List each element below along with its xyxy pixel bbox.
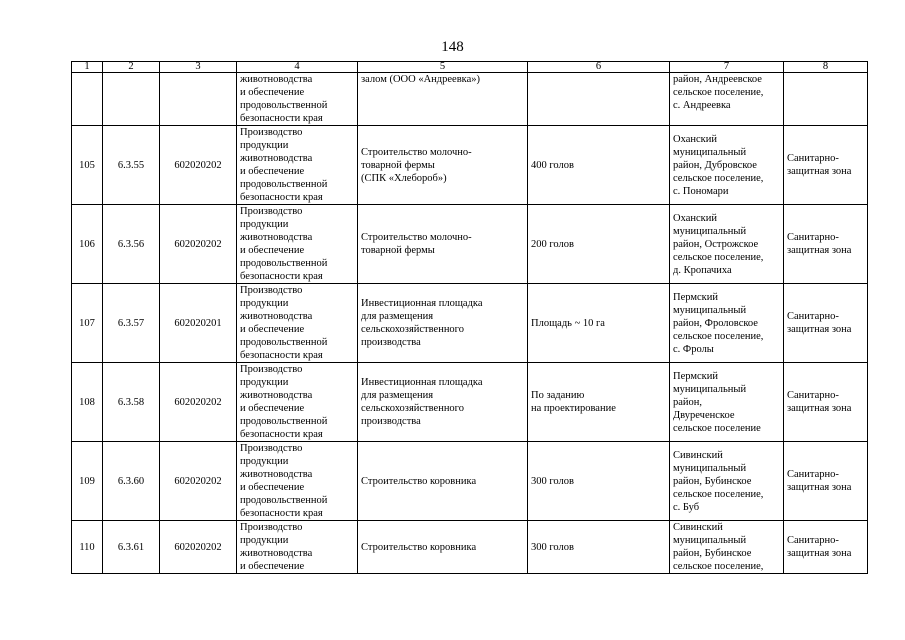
data-table	[71, 61, 868, 574]
code-cell: 6.3.55	[103, 126, 160, 205]
table-row	[72, 521, 868, 574]
location-cell: Сивинский муниципальный район, Бубинское сельское поселение, с. Буб	[670, 442, 784, 521]
row-number-cell: 110	[72, 521, 103, 574]
capacity-cell	[528, 73, 670, 126]
code-cell	[103, 73, 160, 126]
capacity-cell: 200 голов	[528, 205, 670, 284]
zone-cell: Санитарно- защитная зона	[784, 205, 868, 284]
code-cell: 6.3.60	[103, 442, 160, 521]
purpose-cell: Производство продукции животноводства и обеспечение продовольственной безопасности края	[237, 442, 358, 521]
purpose-cell: Производство продукции животноводства и обеспечение продовольственной безопасности края	[237, 126, 358, 205]
classifier-cell: 602020202	[160, 126, 237, 205]
code-cell: 6.3.58	[103, 363, 160, 442]
column-number: 6	[528, 62, 670, 73]
column-number: 2	[103, 62, 160, 73]
location-cell: Оханский муниципальный район, Острожское сельское поселение, д. Кропачиха	[670, 205, 784, 284]
zone-cell: Санитарно- защитная зона	[784, 442, 868, 521]
row-number-cell: 105	[72, 126, 103, 205]
column-number: 5	[358, 62, 528, 73]
classifier-cell: 602020202	[160, 205, 237, 284]
location-cell: Оханский муниципальный район, Дубровское сельское поселение, с. Пономари	[670, 126, 784, 205]
purpose-cell: Производство продукции животноводства и обеспечение продовольственной безопасности края	[237, 284, 358, 363]
row-number-cell: 108	[72, 363, 103, 442]
zone-cell: Санитарно- защитная зона	[784, 284, 868, 363]
capacity-cell: 300 голов	[528, 521, 670, 574]
code-cell: 6.3.61	[103, 521, 160, 574]
classifier-cell: 602020202	[160, 521, 237, 574]
zone-cell	[784, 73, 868, 126]
column-number: 3	[160, 62, 237, 73]
object-cell: Инвестиционная площадка для размещения сельскохозяйственного производства	[358, 363, 528, 442]
zone-cell: Санитарно- защитная зона	[784, 126, 868, 205]
column-number-row	[72, 62, 868, 73]
purpose-cell: Производство продукции животноводства и обеспечение	[237, 521, 358, 574]
capacity-cell: 300 голов	[528, 442, 670, 521]
row-number-cell: 109	[72, 442, 103, 521]
row-number-cell: 106	[72, 205, 103, 284]
column-number: 4	[237, 62, 358, 73]
object-cell: Строительство коровника	[358, 521, 528, 574]
capacity-cell: 400 голов	[528, 126, 670, 205]
purpose-cell: Производство продукции животноводства и обеспечение продовольственной безопасности края	[237, 363, 358, 442]
table-row	[72, 205, 868, 284]
classifier-cell: 602020202	[160, 442, 237, 521]
classifier-cell: 602020202	[160, 363, 237, 442]
object-cell: залом (ООО «Андреевка»)	[358, 73, 528, 126]
table-row	[72, 126, 868, 205]
continued-row	[72, 73, 868, 126]
location-cell: Пермский муниципальный район, Фроловское сельское поселение, с. Фролы	[670, 284, 784, 363]
location-cell: район, Андреевское сельское поселение, с. Андреевка	[670, 73, 784, 126]
object-cell: Строительство молочно- товарной фермы	[358, 205, 528, 284]
row-number-cell: 107	[72, 284, 103, 363]
code-cell: 6.3.57	[103, 284, 160, 363]
capacity-cell: Площадь ~ 10 га	[528, 284, 670, 363]
table-row	[72, 442, 868, 521]
zone-cell: Санитарно- защитная зона	[784, 521, 868, 574]
location-cell: Сивинский муниципальный район, Бубинское сельское поселение,	[670, 521, 784, 574]
zone-cell: Санитарно- защитная зона	[784, 363, 868, 442]
column-number: 1	[72, 62, 103, 73]
classifier-cell	[160, 73, 237, 126]
column-number: 7	[670, 62, 784, 73]
page-number: 148	[441, 39, 464, 55]
purpose-cell: Производство продукции животноводства и обеспечение продовольственной безопасности края	[237, 205, 358, 284]
table-row	[72, 284, 868, 363]
classifier-cell: 602020201	[160, 284, 237, 363]
object-cell: Инвестиционная площадка для размещения сельскохозяйственного производства	[358, 284, 528, 363]
object-cell: Строительство молочно- товарной фермы (СПК «Хлебороб»)	[358, 126, 528, 205]
location-cell: Пермский муниципальный район, Двуреченское сельское поселение	[670, 363, 784, 442]
purpose-cell: животноводства и обеспечение продовольственной безопасности края	[237, 73, 358, 126]
capacity-cell: По заданию на проектирование	[528, 363, 670, 442]
column-number: 8	[784, 62, 868, 73]
code-cell: 6.3.56	[103, 205, 160, 284]
object-cell: Строительство коровника	[358, 442, 528, 521]
table-row	[72, 363, 868, 442]
row-number-cell	[72, 73, 103, 126]
